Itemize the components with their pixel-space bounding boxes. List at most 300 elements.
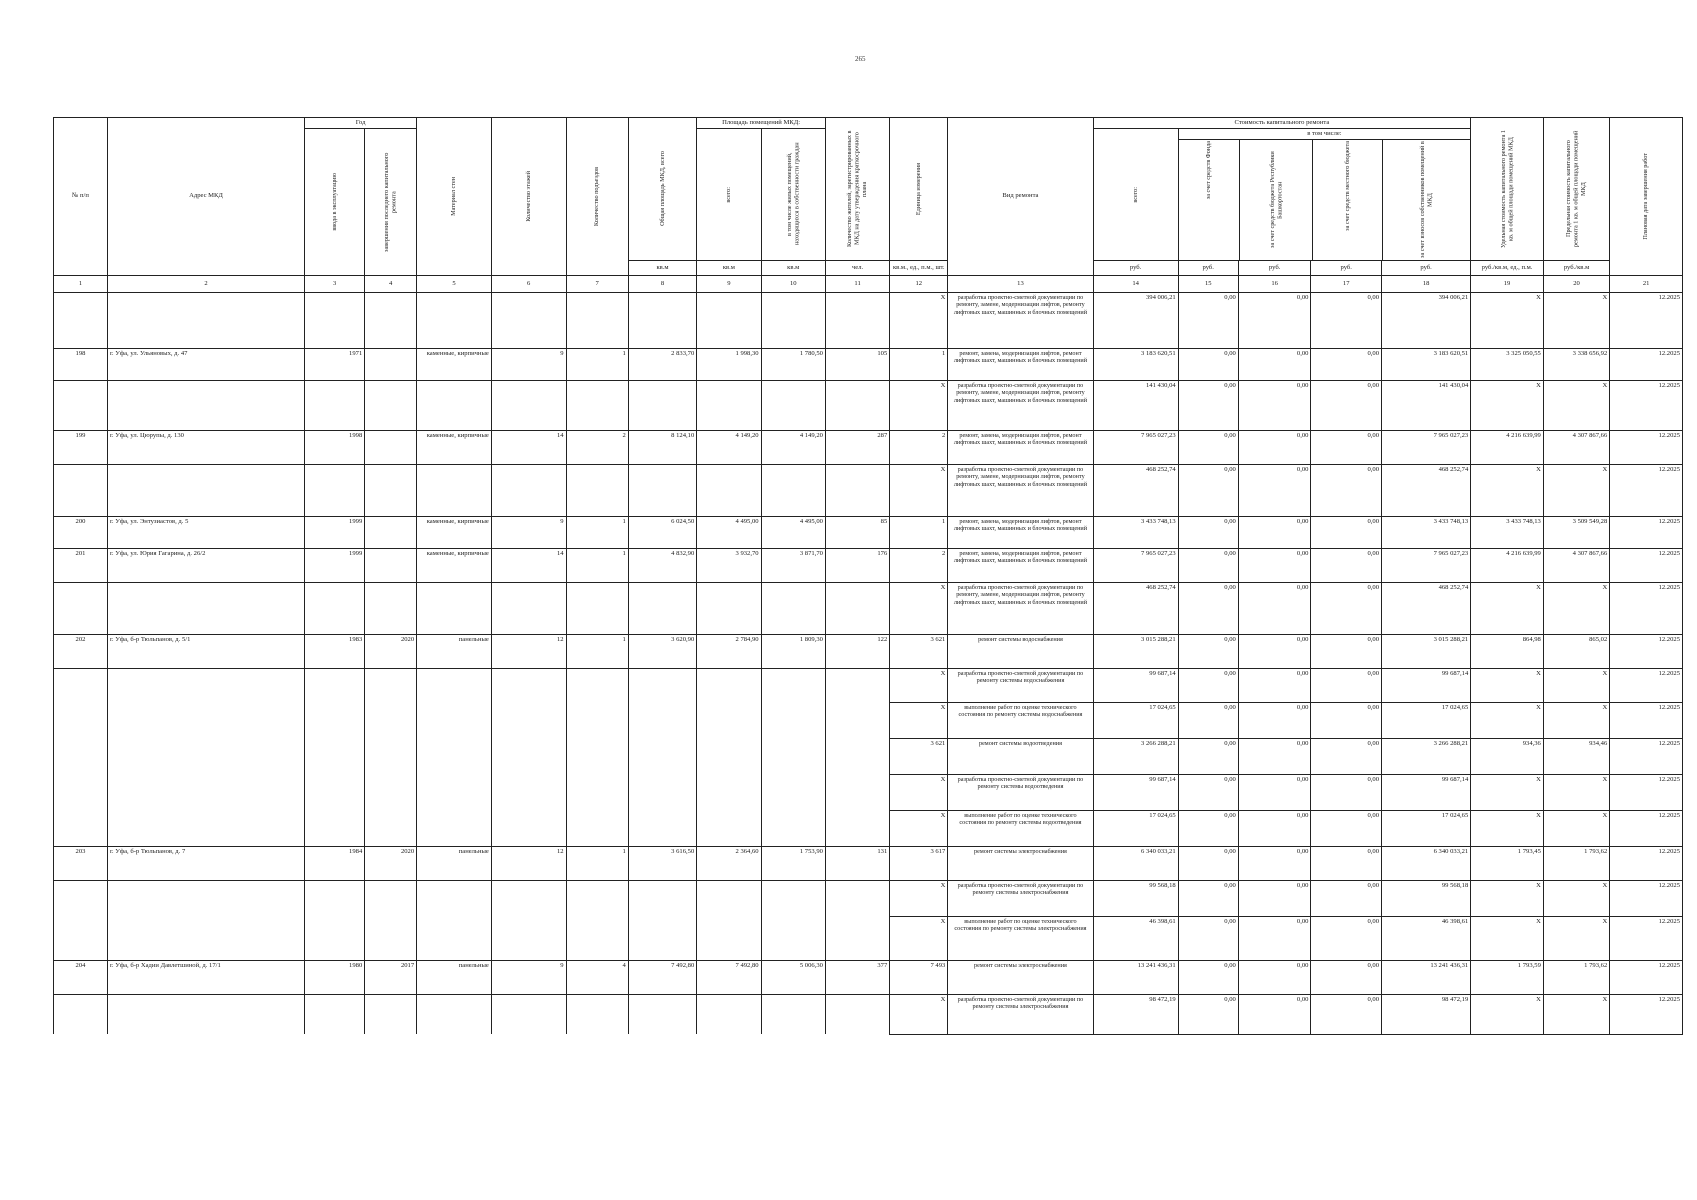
premises-total-cell xyxy=(697,582,761,634)
cost-owners-cell: 3 266 288,21 xyxy=(1382,738,1471,774)
cost-total-cell: 98 472,19 xyxy=(1093,994,1178,1034)
total-area-cell: 2 833,70 xyxy=(628,348,696,380)
premises-total-cell: 2 364,60 xyxy=(697,846,761,880)
unit-cell: 2 xyxy=(890,548,948,582)
cost-owners-cell: 3 433 748,13 xyxy=(1382,516,1471,548)
year-commissioning-cell xyxy=(305,668,365,702)
work-type-cell: разработка проектно-сметной документации по ремонту, замене, модернизации лифтов, ремонту лифтовых шахт, машинных и блочных помещений xyxy=(948,464,1093,516)
column-number: 20 xyxy=(1543,275,1609,292)
cost-total-cell: 3 015 288,21 xyxy=(1093,634,1178,668)
residents-cell xyxy=(825,292,889,348)
premises-total-cell xyxy=(697,916,761,960)
unit-cell: X xyxy=(890,774,948,810)
unit-cell: руб./кв.м, ед., п.м. xyxy=(1471,260,1544,275)
wall-material-cell xyxy=(417,292,492,348)
row-number xyxy=(54,702,108,738)
wall-material-cell: каменные, кирпичные xyxy=(417,348,492,380)
header-entrances: Количество подъездов xyxy=(593,166,601,226)
work-type-cell: ремонт системы электроснабжения xyxy=(948,846,1093,880)
header-year-last-repair: завершения последнего капитального ремонта xyxy=(383,152,398,252)
residents-cell: 377 xyxy=(825,960,889,994)
premises-total-cell: 4 495,00 xyxy=(697,516,761,548)
residents-cell: 85 xyxy=(825,516,889,548)
wall-material-cell: каменные, кирпичные xyxy=(417,430,492,464)
premises-total-cell xyxy=(697,810,761,846)
row-number xyxy=(54,292,108,348)
cost-fund-cell: 0,00 xyxy=(1178,994,1238,1034)
header-num: № п/п xyxy=(54,118,108,276)
cost-fund-cell: 0,00 xyxy=(1178,430,1238,464)
header-max-cost: Предельная стоимость капитального ремонта 1 кв. м общей площади помещений МКД xyxy=(1565,130,1588,248)
work-type-cell: разработка проектно-сметной документации по ремонту, замене, модернизации лифтов, ремонту лифтовых шахт, машинных и блочных помещений xyxy=(948,292,1093,348)
cost-fund-cell: 0,00 xyxy=(1178,582,1238,634)
header-year-group: Год xyxy=(305,118,417,129)
cost-republic-cell: 0,00 xyxy=(1238,380,1311,430)
unit-cell: X xyxy=(890,668,948,702)
column-number: 2 xyxy=(107,275,304,292)
cost-local-cell: 0,00 xyxy=(1311,994,1382,1034)
row-number: 201 xyxy=(54,548,108,582)
cost-fund-cell: 0,00 xyxy=(1178,960,1238,994)
floors-cell: 9 xyxy=(491,348,566,380)
cost-local-cell: 0,00 xyxy=(1311,430,1382,464)
unit-cost-cell: X xyxy=(1471,810,1544,846)
wall-material-cell xyxy=(417,994,492,1034)
floors-cell xyxy=(491,702,566,738)
entrances-cell: 1 xyxy=(566,516,628,548)
residents-cell xyxy=(825,582,889,634)
table-row xyxy=(54,380,1683,430)
cost-owners-cell: 17 024,65 xyxy=(1382,702,1471,738)
cost-local-cell: 0,00 xyxy=(1311,846,1382,880)
unit-cell: 2 xyxy=(890,430,948,464)
floors-cell: 14 xyxy=(491,430,566,464)
deadline-cell: 12.2025 xyxy=(1610,702,1683,738)
entrances-cell: 1 xyxy=(566,846,628,880)
cost-fund-cell: 0,00 xyxy=(1178,548,1238,582)
table-row xyxy=(54,880,1683,916)
floors-cell xyxy=(491,916,566,960)
cost-total-cell: 13 241 436,31 xyxy=(1093,960,1178,994)
cost-total-cell: 468 252,74 xyxy=(1093,582,1178,634)
max-cost-cell: 3 338 656,92 xyxy=(1543,348,1609,380)
cost-local-cell: 0,00 xyxy=(1311,582,1382,634)
row-number xyxy=(54,994,108,1034)
header-address: Адрес МКД xyxy=(107,118,304,276)
unit-cost-cell: X xyxy=(1471,668,1544,702)
year-last-repair-cell xyxy=(365,810,417,846)
cost-local-cell: 0,00 xyxy=(1311,548,1382,582)
wall-material-cell xyxy=(417,582,492,634)
unit-cell: руб./кв.м xyxy=(1543,260,1609,275)
floors-cell xyxy=(491,738,566,774)
deadline-cell: 12.2025 xyxy=(1610,810,1683,846)
max-cost-cell: X xyxy=(1543,774,1609,810)
header-residents: Количество жителей, зарегистрированных в МКД на дату утверждения краткосрочного плана xyxy=(846,130,869,248)
residents-cell xyxy=(825,916,889,960)
work-type-cell: выполнение работ по оценке технического состояния по ремонту системы электроснабжения xyxy=(948,916,1093,960)
year-commissioning-cell xyxy=(305,702,365,738)
header-cost-local: за счет средств местного бюджета xyxy=(1344,140,1352,231)
premises-total-cell: 7 492,80 xyxy=(697,960,761,994)
address-cell xyxy=(107,994,304,1034)
total-area-cell xyxy=(628,702,696,738)
page-number: 265 xyxy=(855,55,866,63)
deadline-cell: 12.2025 xyxy=(1610,774,1683,810)
cost-fund-cell: 0,00 xyxy=(1178,738,1238,774)
cost-republic-cell: 0,00 xyxy=(1238,430,1311,464)
year-commissioning-cell xyxy=(305,774,365,810)
year-commissioning-cell xyxy=(305,810,365,846)
unit-cell: кв.м xyxy=(628,260,696,275)
work-type-cell: ремонт системы водоснабжения xyxy=(948,634,1093,668)
entrances-cell xyxy=(566,702,628,738)
premises-residents-cell: 4 495,00 xyxy=(761,516,825,548)
cost-owners-cell: 3 183 620,51 xyxy=(1382,348,1471,380)
premises-residents-cell xyxy=(761,668,825,702)
total-area-cell: 3 616,50 xyxy=(628,846,696,880)
total-area-cell xyxy=(628,738,696,774)
unit-cost-cell: 1 793,59 xyxy=(1471,960,1544,994)
cost-republic-cell: 0,00 xyxy=(1238,774,1311,810)
work-type-cell: разработка проектно-сметной документации по ремонту, замене, модернизации лифтов, ремонту лифтовых шахт, машинных и блочных помещений xyxy=(948,380,1093,430)
unit-cell: руб. xyxy=(1238,260,1311,275)
year-last-repair-cell: 2017 xyxy=(365,960,417,994)
row-number: 204 xyxy=(54,960,108,994)
header-cost-fund: за счет средств Фонда xyxy=(1205,140,1213,200)
row-number: 203 xyxy=(54,846,108,880)
entrances-cell xyxy=(566,668,628,702)
floors-cell xyxy=(491,668,566,702)
address-cell xyxy=(107,464,304,516)
unit-cost-cell: 3 325 050,55 xyxy=(1471,348,1544,380)
unit-cost-cell: 4 216 639,99 xyxy=(1471,430,1544,464)
unit-cell: 7 493 xyxy=(890,960,948,994)
header-premises-total: всего: xyxy=(725,186,733,203)
column-number: 4 xyxy=(365,275,417,292)
row-number xyxy=(54,668,108,702)
unit-cost-cell: X xyxy=(1471,380,1544,430)
premises-total-cell xyxy=(697,702,761,738)
total-area-cell xyxy=(628,582,696,634)
header-floors: Количество этажей xyxy=(524,171,532,222)
year-last-repair-cell xyxy=(365,582,417,634)
unit-cell: руб. xyxy=(1093,260,1178,275)
table-row xyxy=(54,292,1683,348)
deadline-cell: 12.2025 xyxy=(1610,994,1683,1034)
floors-cell: 9 xyxy=(491,960,566,994)
column-number: 6 xyxy=(491,275,566,292)
year-last-repair-cell xyxy=(365,668,417,702)
column-number: 19 xyxy=(1471,275,1544,292)
table-row xyxy=(54,960,1683,994)
column-number: 21 xyxy=(1610,275,1683,292)
cost-total-cell: 46 398,61 xyxy=(1093,916,1178,960)
max-cost-cell: 4 307 867,66 xyxy=(1543,548,1609,582)
address-cell: г. Уфа, б-р Хадии Давлетшиной, д. 17/1 xyxy=(107,960,304,994)
row-number xyxy=(54,738,108,774)
premises-residents-cell xyxy=(761,292,825,348)
entrances-cell: 1 xyxy=(566,348,628,380)
cost-local-cell: 0,00 xyxy=(1311,634,1382,668)
premises-total-cell xyxy=(697,774,761,810)
row-number xyxy=(54,464,108,516)
max-cost-cell: 3 509 549,28 xyxy=(1543,516,1609,548)
deadline-cell: 12.2025 xyxy=(1610,548,1683,582)
premises-residents-cell: 5 006,30 xyxy=(761,960,825,994)
cost-owners-cell: 46 398,61 xyxy=(1382,916,1471,960)
floors-cell: 14 xyxy=(491,548,566,582)
premises-total-cell xyxy=(697,464,761,516)
row-number: 199 xyxy=(54,430,108,464)
cost-fund-cell: 0,00 xyxy=(1178,464,1238,516)
cost-fund-cell: 0,00 xyxy=(1178,292,1238,348)
table-body xyxy=(54,292,1683,1034)
deadline-cell: 12.2025 xyxy=(1610,582,1683,634)
deadline-cell: 12.2025 xyxy=(1610,880,1683,916)
total-area-cell xyxy=(628,774,696,810)
row-number xyxy=(54,774,108,810)
table-row xyxy=(54,548,1683,582)
table-row xyxy=(54,738,1683,774)
year-commissioning-cell: 1999 xyxy=(305,516,365,548)
cost-local-cell: 0,00 xyxy=(1311,960,1382,994)
total-area-cell xyxy=(628,380,696,430)
total-area-cell xyxy=(628,292,696,348)
cost-owners-cell: 99 687,14 xyxy=(1382,668,1471,702)
max-cost-cell: X xyxy=(1543,994,1609,1034)
work-type-cell: выполнение работ по оценке технического состояния по ремонту системы водоснабжения xyxy=(948,702,1093,738)
header-work-type: Вид ремонта xyxy=(948,118,1093,276)
max-cost-cell: X xyxy=(1543,702,1609,738)
floors-cell xyxy=(491,380,566,430)
premises-residents-cell xyxy=(761,738,825,774)
wall-material-cell xyxy=(417,738,492,774)
max-cost-cell: 1 793,62 xyxy=(1543,960,1609,994)
wall-material-cell xyxy=(417,668,492,702)
cost-republic-cell: 0,00 xyxy=(1238,634,1311,668)
work-type-cell: разработка проектно-сметной документации по ремонту системы водоотведения xyxy=(948,774,1093,810)
unit-cost-cell: 1 793,45 xyxy=(1471,846,1544,880)
total-area-cell: 3 620,90 xyxy=(628,634,696,668)
cost-republic-cell: 0,00 xyxy=(1238,702,1311,738)
row-number: 202 xyxy=(54,634,108,668)
column-number: 5 xyxy=(417,275,492,292)
column-number: 13 xyxy=(948,275,1093,292)
total-area-cell xyxy=(628,668,696,702)
unit-cell: 3 621 xyxy=(890,738,948,774)
cost-republic-cell: 0,00 xyxy=(1238,582,1311,634)
premises-total-cell: 1 998,30 xyxy=(697,348,761,380)
table-row xyxy=(54,516,1683,548)
header-premises-residents: в том числе жилых помещений, находящихся в собственности граждан xyxy=(785,143,801,246)
deadline-cell: 12.2025 xyxy=(1610,292,1683,348)
row-number xyxy=(54,880,108,916)
premises-total-cell xyxy=(697,880,761,916)
deadline-cell: 12.2025 xyxy=(1610,430,1683,464)
premises-residents-cell xyxy=(761,774,825,810)
unit-cost-cell: X xyxy=(1471,916,1544,960)
cost-republic-cell: 0,00 xyxy=(1238,548,1311,582)
total-area-cell xyxy=(628,464,696,516)
cost-fund-cell: 0,00 xyxy=(1178,668,1238,702)
unit-cell: X xyxy=(890,916,948,960)
wall-material-cell: панельные xyxy=(417,846,492,880)
max-cost-cell: X xyxy=(1543,292,1609,348)
year-last-repair-cell: 2020 xyxy=(365,846,417,880)
floors-cell xyxy=(491,994,566,1034)
premises-total-cell: 4 149,20 xyxy=(697,430,761,464)
deadline-cell: 12.2025 xyxy=(1610,380,1683,430)
work-type-cell: выполнение работ по оценке технического состояния по ремонту системы водоотведения xyxy=(948,810,1093,846)
address-cell xyxy=(107,916,304,960)
cost-owners-cell: 99 568,18 xyxy=(1382,880,1471,916)
table-row xyxy=(54,348,1683,380)
premises-residents-cell xyxy=(761,582,825,634)
cost-owners-cell: 141 430,04 xyxy=(1382,380,1471,430)
cost-republic-cell: 0,00 xyxy=(1238,916,1311,960)
work-type-cell: разработка проектно-сметной документации по ремонту системы электроснабжения xyxy=(948,880,1093,916)
cost-total-cell: 7 965 027,23 xyxy=(1093,430,1178,464)
residents-cell: 122 xyxy=(825,634,889,668)
premises-residents-cell xyxy=(761,464,825,516)
floors-cell xyxy=(491,810,566,846)
entrances-cell xyxy=(566,880,628,916)
floors-cell xyxy=(491,582,566,634)
entrances-cell xyxy=(566,774,628,810)
unit-cost-cell: 4 216 639,99 xyxy=(1471,548,1544,582)
table-header xyxy=(54,118,1683,293)
premises-residents-cell: 1 780,50 xyxy=(761,348,825,380)
cost-fund-cell: 0,00 xyxy=(1178,774,1238,810)
unit-cost-cell: X xyxy=(1471,774,1544,810)
unit-cell: X xyxy=(890,880,948,916)
entrances-cell xyxy=(566,582,628,634)
residents-cell xyxy=(825,464,889,516)
deadline-cell: 12.2025 xyxy=(1610,668,1683,702)
deadline-cell: 12.2025 xyxy=(1610,634,1683,668)
year-last-repair-cell xyxy=(365,348,417,380)
unit-cell: кв.м., ед., п.м., шт. xyxy=(890,260,948,275)
column-number: 16 xyxy=(1238,275,1311,292)
entrances-cell xyxy=(566,994,628,1034)
year-last-repair-cell xyxy=(365,738,417,774)
header-cost-subgroup: в том числе: xyxy=(1179,129,1471,140)
cost-total-cell: 17 024,65 xyxy=(1093,702,1178,738)
wall-material-cell xyxy=(417,380,492,430)
wall-material-cell xyxy=(417,916,492,960)
column-number: 9 xyxy=(697,275,761,292)
entrances-cell xyxy=(566,292,628,348)
unit-cell: X xyxy=(890,702,948,738)
deadline-cell: 12.2025 xyxy=(1610,738,1683,774)
work-type-cell: разработка проектно-сметной документации по ремонту, замене, модернизации лифтов, ремонту лифтовых шахт, машинных и блочных помещений xyxy=(948,582,1093,634)
cost-total-cell: 6 340 033,21 xyxy=(1093,846,1178,880)
year-last-repair-cell xyxy=(365,464,417,516)
cost-owners-cell: 3 015 288,21 xyxy=(1382,634,1471,668)
header-wall-material: Материал стен xyxy=(450,176,458,216)
header-total-area: Общая площадь МКД, всего xyxy=(658,151,666,227)
residents-cell xyxy=(825,994,889,1034)
premises-residents-cell: 3 871,70 xyxy=(761,548,825,582)
residents-cell xyxy=(825,668,889,702)
address-cell xyxy=(107,668,304,702)
table-row xyxy=(54,774,1683,810)
max-cost-cell: X xyxy=(1543,582,1609,634)
year-commissioning-cell xyxy=(305,292,365,348)
table-row xyxy=(54,582,1683,634)
column-number: 18 xyxy=(1382,275,1471,292)
year-commissioning-cell: 1983 xyxy=(305,634,365,668)
column-number: 1 xyxy=(54,275,108,292)
premises-residents-cell xyxy=(761,810,825,846)
unit-cost-cell: X xyxy=(1471,702,1544,738)
column-number: 15 xyxy=(1178,275,1238,292)
wall-material-cell: каменные, кирпичные xyxy=(417,548,492,582)
entrances-cell xyxy=(566,380,628,430)
premises-residents-cell xyxy=(761,702,825,738)
year-last-repair-cell xyxy=(365,380,417,430)
cost-local-cell: 0,00 xyxy=(1311,292,1382,348)
premises-residents-cell xyxy=(761,994,825,1034)
residents-cell: 105 xyxy=(825,348,889,380)
floors-cell xyxy=(491,774,566,810)
deadline-cell: 12.2025 xyxy=(1610,348,1683,380)
cost-total-cell: 3 266 288,21 xyxy=(1093,738,1178,774)
wall-material-cell: панельные xyxy=(417,634,492,668)
cost-republic-cell: 0,00 xyxy=(1238,994,1311,1034)
row-number: 198 xyxy=(54,348,108,380)
max-cost-cell: X xyxy=(1543,380,1609,430)
floors-cell: 9 xyxy=(491,516,566,548)
premises-total-cell xyxy=(697,292,761,348)
cost-owners-cell: 394 006,21 xyxy=(1382,292,1471,348)
year-commissioning-cell: 1971 xyxy=(305,348,365,380)
year-last-repair-cell xyxy=(365,702,417,738)
unit-cell: 1 xyxy=(890,348,948,380)
cost-republic-cell: 0,00 xyxy=(1238,668,1311,702)
cost-republic-cell: 0,00 xyxy=(1238,516,1311,548)
cost-fund-cell: 0,00 xyxy=(1178,634,1238,668)
year-last-repair-cell xyxy=(365,548,417,582)
cost-local-cell: 0,00 xyxy=(1311,916,1382,960)
row-number xyxy=(54,380,108,430)
total-area-cell: 6 024,50 xyxy=(628,516,696,548)
residents-cell xyxy=(825,702,889,738)
unit-cell: X xyxy=(890,994,948,1034)
cost-owners-cell: 6 340 033,21 xyxy=(1382,846,1471,880)
total-area-cell xyxy=(628,880,696,916)
column-number-row xyxy=(54,275,1683,292)
year-commissioning-cell xyxy=(305,738,365,774)
table-row xyxy=(54,846,1683,880)
cost-republic-cell: 0,00 xyxy=(1238,880,1311,916)
residents-cell: 287 xyxy=(825,430,889,464)
unit-cost-cell: 3 433 748,13 xyxy=(1471,516,1544,548)
cost-republic-cell: 0,00 xyxy=(1238,846,1311,880)
premises-residents-cell: 1 809,30 xyxy=(761,634,825,668)
cost-republic-cell: 0,00 xyxy=(1238,738,1311,774)
unit-cell: чел. xyxy=(825,260,889,275)
unit-cell: 3 621 xyxy=(890,634,948,668)
year-last-repair-cell xyxy=(365,774,417,810)
header-unit-cost: Удельная стоимость капитального ремонта 1 кв. м общей площади помещений МКД xyxy=(1499,129,1515,248)
cost-local-cell: 0,00 xyxy=(1311,668,1382,702)
cost-owners-cell: 7 965 027,23 xyxy=(1382,430,1471,464)
premises-residents-cell: 4 149,20 xyxy=(761,430,825,464)
cost-republic-cell: 0,00 xyxy=(1238,464,1311,516)
wall-material-cell xyxy=(417,702,492,738)
